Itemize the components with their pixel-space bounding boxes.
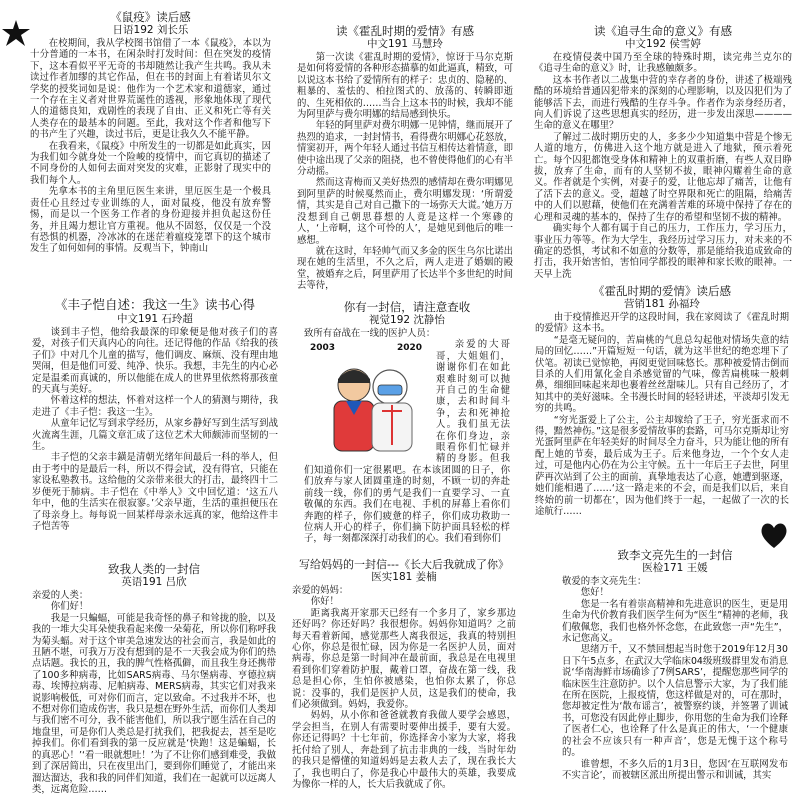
paragraph: 然而这青梅而又美好热烈的感情却在费尔明娜见到阿里萨的时候戛然而止，费尔明娜发现：‘所谓爱情，其实是自己对自己撒下的一场弥天大谎。’她万万没想到自己朝思暮想的人竟是这样一个寒碜的人，‘上帝啊，这个可怜的人’，是她见到他后的唯一感想。 [297, 177, 513, 246]
paragraph: 妈妈，从小你和爸爸就教育我做人要学会感恩，学会担当，在别人有需要时要伸出援手，要有大爱。你还记得吗？十七年前，你选择舍小家为大家，将我托付给了别人，奔赴到了抗击非典的一线，当时年幼的我只是懵懂的知道妈妈是去救人去了，现在我长大了，我也明白了，你是我心中最伟大的英雄，我要成为像你一样的人，长大后我就成了你。 [292, 710, 516, 790]
letter-card-to-humans [30, 562, 278, 800]
essay-title: 读《追寻生命的意义》有感 [594, 24, 732, 38]
essay-title: 《鼠疫》读后感 [110, 10, 191, 24]
paragraph: 这本书作者以二战集中营的幸存者的身份，讲述了极端残酷的环境给普通囚犯带来的深刻的心理影响，以及囚犯们为了能够活下去，而进行残酷的生存斗争。作者作为亲身经历者，向人们诉说了这些思想真实的经历，进一步发出深思————生命的意义在哪里？ [534, 74, 792, 132]
paragraph: 在校期间，我从学校图书馆借了一本《鼠疫》，本以为十分普通的一本书，在闲杂时打发时间：但在突发的疫情下，这本看似平平无奇的书却随然让我产生共鸣。我从未读过作者加缪的其它作品，但在书的封面上有着诺贝尔文学奖的授奖词如是说：他作为一个艺术家和道德家，通过一个存在主义者对世界荒诞性的透视，形象地体现了现代人的道德良知，戏剧性的表现了自由、正义和死亡等有关人类存在的最基本的问题。至此，我对这个作者和他写下的书产生了兴趣，读过书后，更是让我久久不能平静。 [30, 38, 271, 141]
paragraph: 由于疫情推迟开学的这段时间，我在家阅读了《霍乱时期的爱情》这本书。 [535, 312, 789, 335]
paragraph: 亲爱的大哥哥，大姐姐们，谢谢你们在如此艰难时刻可以抛开自己的生命健康，去和时间斗争，去和死神抢人。我们虽无法在你们身边，亲眼看你们忙碌并精的身影。但我们知道你们一定很累吧。在本该团圆的日子，你们放弃与家人团圆重逢的时刻，不顾一切的奔赴前线一线，你们的勇气是我们一直要学习、一直敬佩的东西。我们在电视、手机的屏幕上看你们奔跑的样子，你们疲惫的样子，你们成功救助一位病人开心的样子，你们摘下防护面具轻松的样子，每一刻都深深打动我们的心。我们看到你们 [304, 339, 510, 545]
year-label-right: 2020 [396, 343, 422, 354]
letter-salutation: 您好！ [580, 587, 609, 599]
paragraph: 我是一只蝙蝠，可能是我奇怪的鼻子和耸拢的脸，以及我的一堆大尖耳朵使我看起来像一朵菊花，所以你们称呼我为菊头蝠。对于这个审美急速发达的社会而言，我是如此的丑陋不堪，可我万万没有想到的是不一天我会成为你们的热点话题。我长的丑，我的脾气性格孤僻，而且我生身还携带了100多种病毒，比如SARS病毒、马尔堡病毒、亨德拉病毒、埃博拉病毒、尼帕病毒、MERS病毒，其实它们对我来说影响极低，可对你们而言，定以致命。不过我并不坏，也不想对你们造成伤害，我只是想在野外生活，而你们人类却与我们密不可分，我不能害他们，所以我宁愿生活在自己的地盘里，可是你们人类总是打扰我们，把我捉去，甚至是吃掉我们。你们看到我的第一反应就是‘快跑！这是蝙蝠，长的真恶心！’‘看一眼就想吐！’为了不让你们感到难受，我做到了深居简出，只在夜里出门，要到你们睡觉了，才能出来溜达溜达，我和我的同伴们知道，我们在一起就可以远离人类，远离危险…… [32, 612, 276, 795]
letter-author: 英语191 吕欣 [121, 576, 187, 588]
letter-card-to-mother [290, 558, 518, 800]
paragraph: 先拿本书的主角里厄医生来讲，里厄医生是一个极具责任心且经过专业训练的人，面对鼠疫，他没有放弃警惕，而是以一个医务工作者的身份迎接并担负起这份任务，并且竭力想让官方重视。他从不固怒，仅仅是一个没有恐惧的机器，冷冰冰的在迷茫着瘟疫笼罩下的这个城市发生了如何如何的事情。反观当下，钟南山 [30, 186, 271, 255]
paragraph: 谈到丰子恺，他给我最深的印象便是他对孩子们的喜爱，对孩子们天真内心的向往。还记得他的作品《给我的孩子们》中对几个儿童的描写，他们调皮、麻烦、没有理由地哭闹，但是他们可爱、纯净、快乐。我想，丰先生的内心必定是温柔而真诚的，所以他能在成人的世界里依然将那孩童的天真与美好。 [32, 327, 278, 396]
letter-title: 致我人类的一封信 [108, 562, 200, 576]
letter-body [304, 328, 510, 545]
letter-body [32, 590, 276, 795]
essay-card-plague [28, 10, 273, 290]
paragraph: 谁曾想，不多久后的1月3日，您因‘在互联网发布不实言论’，而被辖区派出所提出警示和训诫，其实 [562, 758, 788, 781]
essay-card-feng-zikai [30, 296, 280, 532]
essay-title: 读《霍乱时期的爱情》有感 [336, 24, 474, 38]
letter-title: 致李文亮先生的一封信 [617, 548, 733, 562]
essay-card-love-cholera-2 [533, 284, 791, 517]
essay-body [32, 327, 278, 532]
essay-author: 中文191 马慧玲 [367, 38, 443, 50]
paragraph: 在我看来，《鼠疫》中所发生的一切都是如此真实，因为我们如今就身处一个险峻的疫情中，而它真切的描述了不同身份的人如何去面对突发的灾难，正影射了现实中的我们每个人。 [30, 140, 271, 186]
letter-salutation: 你们好！ [50, 601, 89, 613]
essay-title: 《丰子恺自述：我这一生》读书心得 [54, 297, 255, 312]
letter-title: 你有一封信，请注意查收 [343, 300, 471, 314]
illustration-doctors [304, 341, 430, 459]
essay-card-love-cholera [295, 24, 515, 292]
paragraph: 确实每个人都有属于自己的压力，工作压力，学习压力，事业压力等等。作为大学生，我经历过学习压力，对未来的不确定的恐惧，考试和不如意的分数等，那是能给我追成致命的打击，我开始害怕，害怕同学都投的眼神和家长败的眼神。一天早上洗 [534, 223, 792, 280]
letter-author: 医实181 姜楠 [371, 571, 437, 583]
paragraph: 第一次读《霍乱时期的爱情》，惊讶于马尔克斯是如何将爱情的各种形态描摹的如此逼真，精致，可以说这本书给了爱情所有的样子：忠贞的、隐秘的、粗暴的、羞怯的、柏拉图式的、放荡的、转瞬即逝的、生死相依的……当合上这本书的时候，我却不能为阿里萨与费尔明娜的结局感到快乐。 [297, 52, 513, 121]
paragraph: “是毫无疑问的，苦扁桃的气息总勾起他对情场失意的结局的回忆……”开篇短短一句话，就为这半世纪的绝恋埋下了伏笔。初读已觉惊艳，再阅更觉回味悠长。那种被爱情击倒而目杀的人们用氰化金自杀感觉留的气味，像苦扁桃味一般刺鼻，细细回味起来却也裹着丝丝甜味儿。只有自己经历了，才知其中的美好滋味。全书漫长时间的轻轻讲述，平淡却引发无穷的共鸣。 [535, 334, 789, 415]
essay-body [535, 312, 789, 517]
essay-author: 中文192 侯雪婷 [625, 38, 701, 50]
paragraph: 年轻的阿里萨对费尔明娜一见钟情，继而展开了热烈的追求，一封封情书，看得费尔明娜心花怒放，情窦初开，两个年轻人通过书信互相传达着情意，即使中途出现了父亲的阻挠，也不曾使得他们的心有半分动摇。 [297, 120, 513, 178]
letter-lead: 致所有奋战在一线的医护人员： [304, 328, 436, 339]
paragraph: 思绪万千，又不禁回想起当时您于2019年12月30日下午5点多，在武汉大学临床04级班级群里发布消息说‘华南海鲜市场确诊了7例SARS’，提醒您那些同学的临床医生注意防护。以个人信息警示大家，为了我们能在所在医院，上报疫情，您这样做是对的，可在那时，您却被定性为‘散布谣言’，被警察约谈，并签署了训诫书，可您没有因此停止脚步，你用您的生命为我们诠释了医者仁心，也诠释了什么是真正的伟大，‘一个健康的社会不应该只有一种声音’，您是无愧于这个称号的。 [562, 644, 788, 759]
essay-author: 营销181 孙福玲 [624, 298, 700, 310]
letter-greeting: 敬爱的李文亮先生： [562, 576, 647, 587]
essay-body [534, 52, 792, 280]
essay-card-meaning [532, 24, 794, 282]
paragraph: 就在这时，年轻帅气而又多金的医生乌尔比诺出现在她的生活里，不久之后，两人走进了婚姻的殿堂，被婚弃之后，阿里萨用了长达半个多世纪的时间去等待， [297, 245, 513, 292]
letter-title: 写给妈妈的一封信---《长大后我就成了你》 [299, 558, 509, 571]
paragraph: 在疫情侵袭中国乃至全球的特殊时期，读完弗兰克尔的《追寻生命的意义》时，让我感触颇多。 [534, 52, 792, 75]
essay-author: 中文191 石玲超 [117, 313, 193, 325]
letter-body [562, 576, 788, 781]
essay-body [297, 52, 513, 292]
letter-card-li-wenliang [560, 548, 790, 800]
letter-greeting: 亲爱的妈妈： [292, 585, 349, 596]
letter-body [292, 585, 516, 790]
heart-doodle-icon [760, 520, 788, 550]
essay-body [30, 38, 271, 255]
paragraph: 距离我离开家那天已经有一个多月了，家乡那边还好吗？你还好吗？我很想你。妈妈你知道吗？之前每天看着新闻，感觉那些人离我很远，我真的特别担心你，你总是很忙碌，因为你是一名医护人员，面对病毒，你总是第一时间冲在最前面，我总是在电视里看到你们穿着防护服，戴着口罩，奋战在第一线，我总是担心你，生怕你被感染，也怕你太累了，你总说：没事的，我们是医护人员，这是我们的使命，我们必须做到。妈妈，我爱你。 [292, 607, 516, 711]
paragraph: “穷光蛋爱上了公主，公主却嫁给了王子，穷光蛋求而不得，黯然神伤。”这是很多爱情故事的套路，可马尔克斯却让穷光蛋阿里萨在年轻美好的时间尽全力奋斗，只为能让他的所有配上她的节奏，最后成为王子。后来他身边，一个个女人走过，可是他内心仍在为公主守候。五十一年后王子去世，阿里萨再次站到了公主的面前，真挚地表达了心意，她遭到驱逐，她们能相遇了……‘这一路走来的不会，而是我们以后，来自终始的前一切都在’，因为他们终于一起，一起做了一次的长途航行…… [535, 414, 789, 517]
paragraph: 丰子恺的父亲丰鐄是清朝光绪年间最后一科的举人，但由于考中的是最后一科，所以不得会试，没有得官，只能在家设私塾教书。这给他的父亲带来很大的打击，最终四十二岁便死于肺病。丰子恺在《中举人》文中回忆道：‘这五八年中，他的生活实在很寂寥。’父亲早逝，生活的重担便压在了母亲身上。每每说一回某样母亲永远真的家，他给这件丰子恺苦等 [32, 452, 278, 532]
doctor-illustration-icon [304, 341, 430, 459]
letter-author: 视觉192 沈静怡 [369, 314, 445, 326]
paragraph: 了解过二战时期历史的人，多多少少知道集中营是个惨无人道的地方，仿佛进入这个地方就是进入了地狱，预示着死亡。每个囚犯都饱受身体和精神上的双重折磨，有些人双目睁拔，放弃了生命，而有的人坚韧不拔，眼神闪耀着生命的意义。作者就是个实例，对妻子的爱，让他忘却了痛苦，让他有了活下去的意义。受，超越了时空界限和死亡的阻隔，给痛苦中的人们以慰藉，使他们在充满着苦难的环境中保持了存在的心理和灵魂的基本的，保持了生存的希望和坚韧不拔的精神。 [534, 131, 792, 223]
letter-greeting: 亲爱的人类： [32, 590, 89, 601]
paragraph: 您是一名有着崇高精神和先进意识的医生，更是用生命为代价教育我们医学生何为“医生”精神的老师，我们敬佩您，我们也格外怀念您，在此致您一声“先生”，永记您高义。 [562, 598, 788, 645]
letter-card-medical-staff [302, 300, 512, 545]
year-label-left: 2003 [310, 343, 336, 354]
letter-author: 医检171 王媛 [642, 562, 708, 574]
letter-salutation: 你好！ [310, 596, 339, 608]
paragraph: 怀着这样的想法，怀着对这样一个人的猜测与期待，我走进了《丰子恺：我这一生》。 [32, 395, 278, 418]
essay-title: 《霍乱时期的爱情》读后感 [593, 284, 731, 298]
essay-author: 日语192 刘长乐 [112, 24, 189, 36]
paragraph: 从童年记忆写到求学经历，从家乡静好写到生活写到战火流离生涯，几篇文章汇成了这位艺术大师颇沛而坚韧的一生。 [32, 418, 278, 453]
